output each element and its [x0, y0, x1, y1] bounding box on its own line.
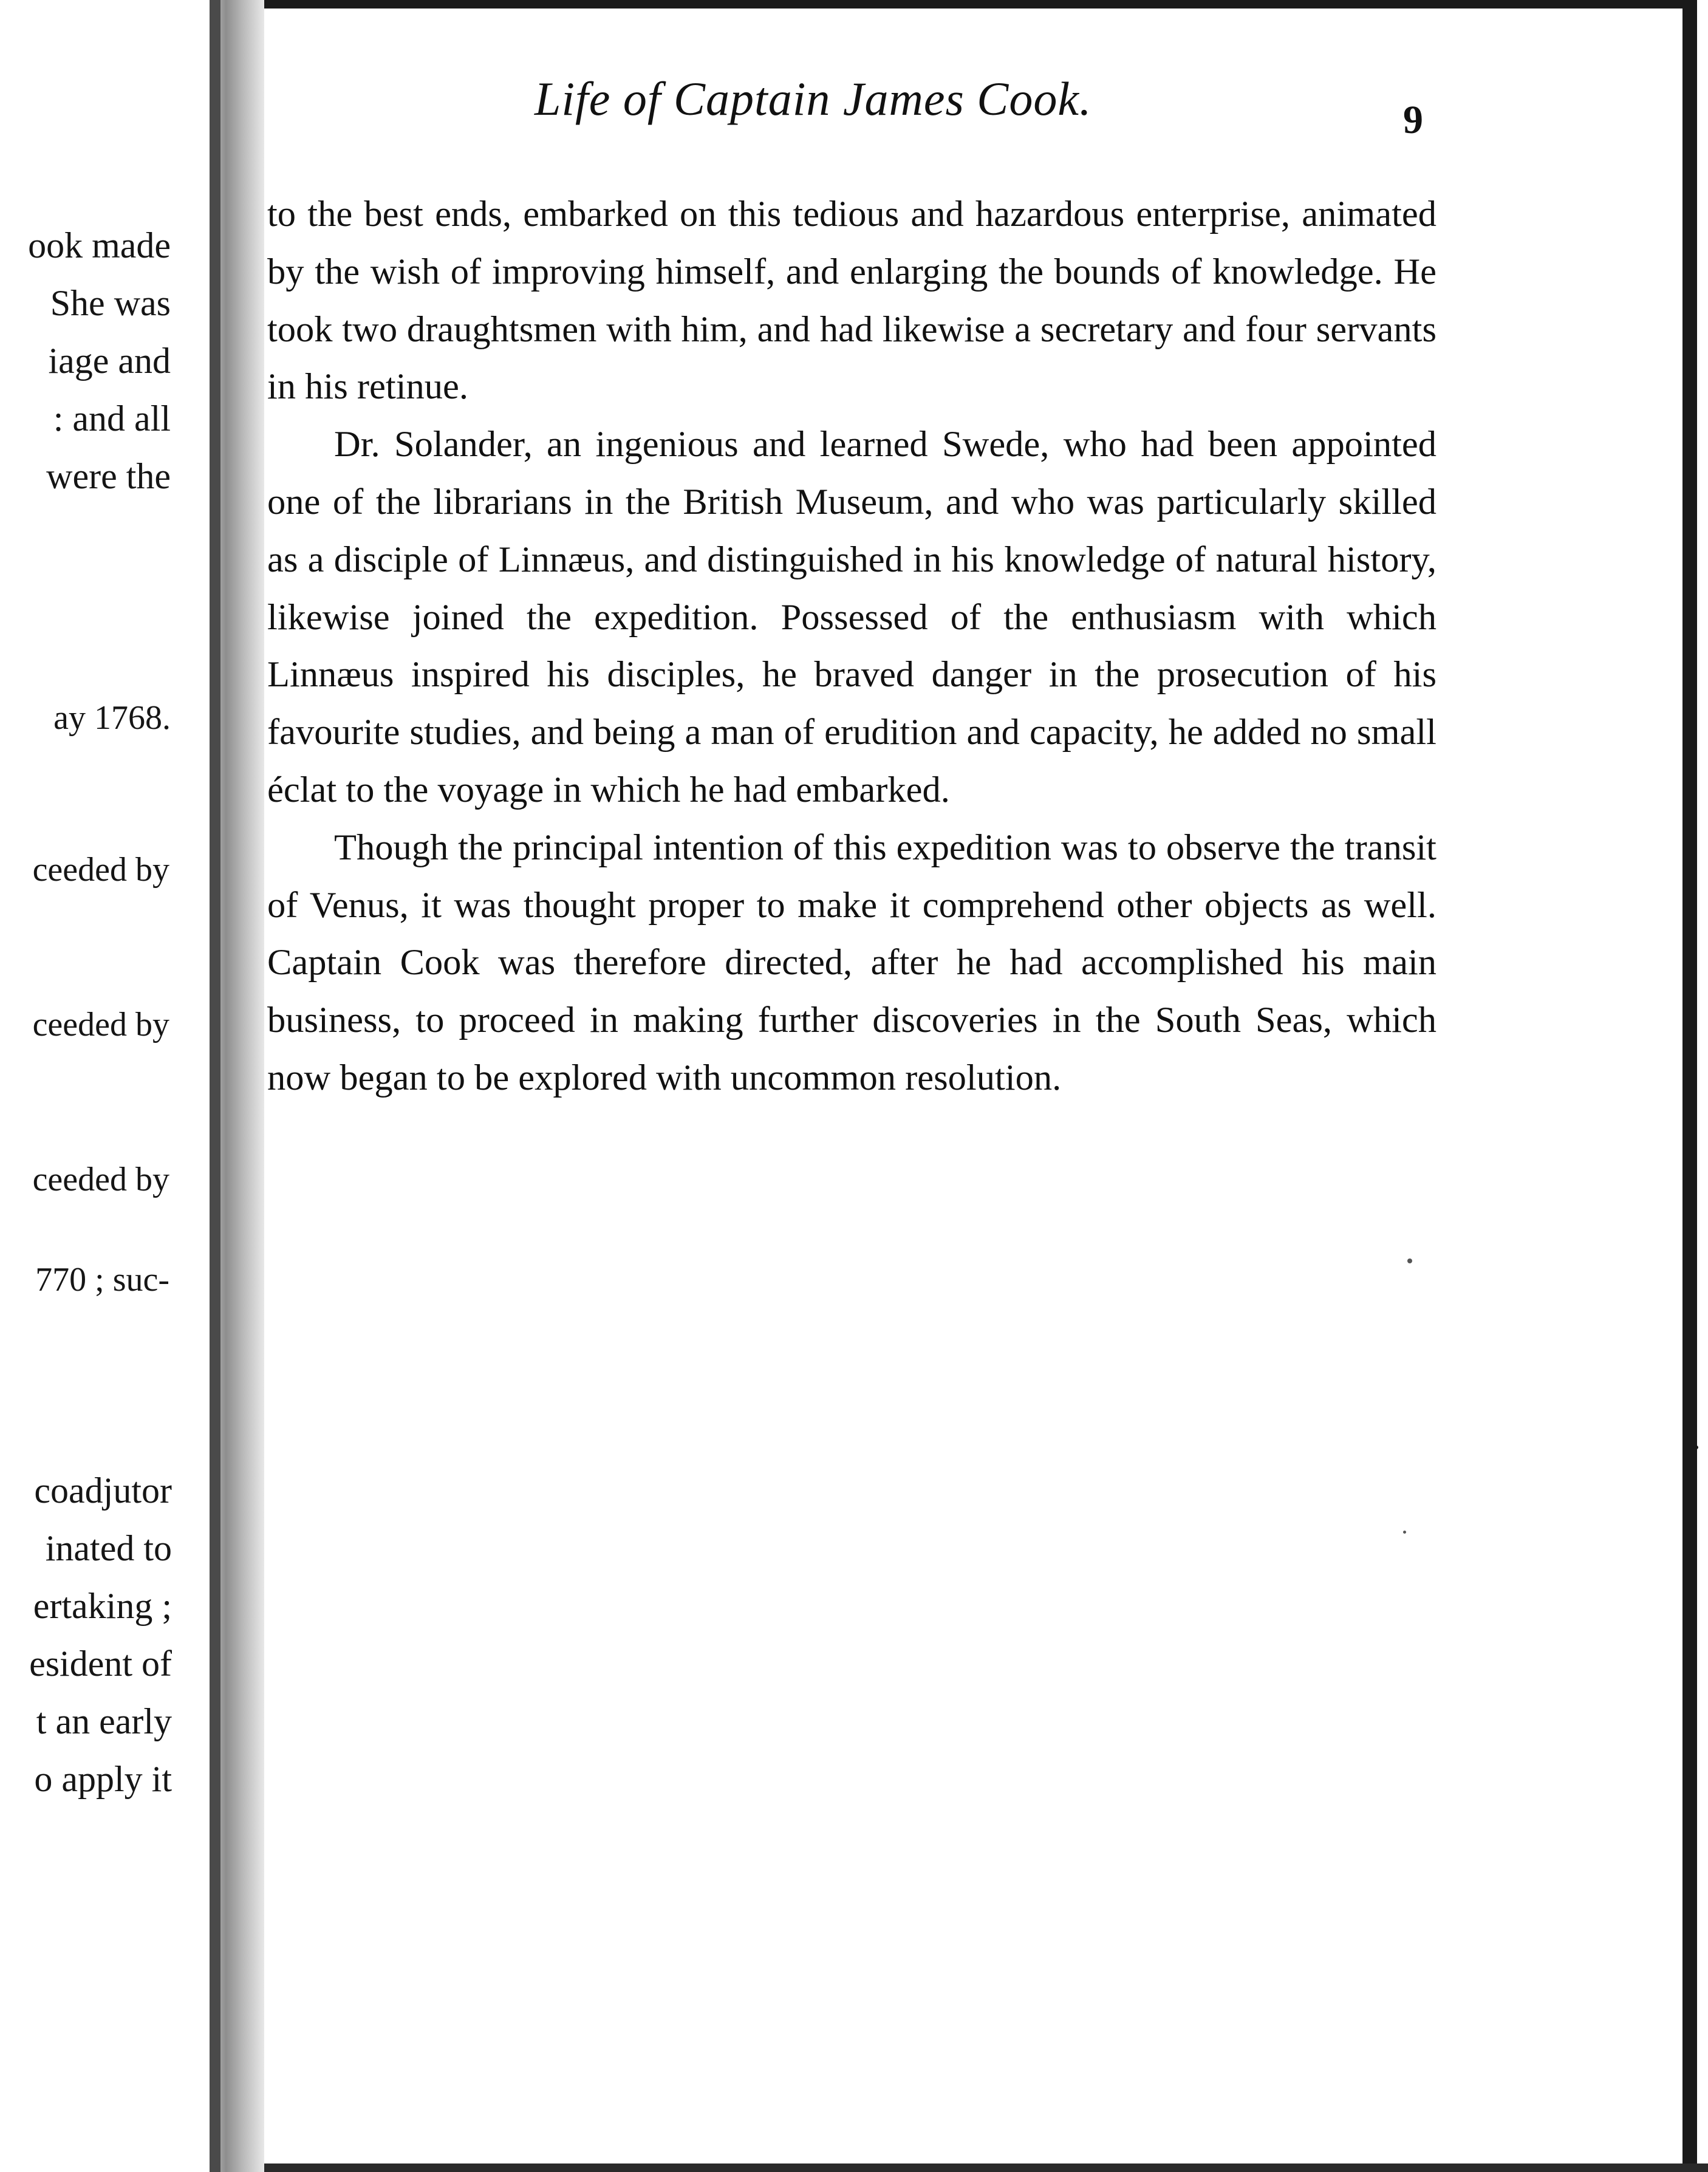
previous-page-fragment: t an early	[36, 1701, 172, 1741]
previous-page-fragment: ay 1768.	[53, 699, 171, 737]
previous-page-fragment: ceeded by	[32, 1161, 169, 1198]
scan-speck	[1403, 1531, 1406, 1534]
previous-page-fragment: o apply it	[34, 1759, 172, 1799]
previous-page-fragment: iage and	[48, 341, 171, 381]
previous-page-fragment: : and all	[53, 398, 171, 439]
scan-speck	[1695, 1446, 1698, 1449]
book-gutter-shadow	[210, 0, 264, 2172]
previous-page-edge	[0, 0, 210, 2172]
scan-speck	[1407, 1258, 1412, 1263]
previous-page-fragment: were the	[46, 456, 171, 496]
previous-page-fragment: ook made	[28, 225, 171, 265]
paragraph: Dr. Solander, an ingenious and learned Swede, who had been appointed one of the librarians in the British Museum, and who was particularly skilled as a disciple of Linnæus, and distinguished in his knowledge of natural history, likewise joined the expedition. Possessed of the enthusiasm with which Linnæus inspired his disciples, he braved danger in the prosecution of his favourite studies, and being a man of erudition and capacity, he added no small éclat to the voyage in which he had embarked.	[267, 424, 1436, 810]
previous-page-fragment: She was	[50, 283, 171, 323]
paragraph: to the best ends, embarked on this tedious and hazardous enterprise, animated by the wish of improving himself, and enlarging the bounds of knowledge. He took two draughtsmen with him, and had likewise a secretary and four servants in his retinue.	[267, 194, 1436, 408]
page-number: 9	[1403, 98, 1423, 142]
previous-page-fragment: ertaking ;	[33, 1586, 172, 1626]
previous-page-fragment: coadjutor	[34, 1470, 172, 1511]
running-title: Life of Captain James Cook.	[535, 72, 1092, 125]
gutter-crease	[210, 0, 220, 2172]
previous-page-fragment: ceeded by	[32, 851, 169, 889]
previous-page-fragment: 770 ; suc-	[35, 1261, 169, 1299]
previous-page-fragment: ceeded by	[32, 1006, 169, 1043]
previous-page-fragment: inated to	[45, 1528, 172, 1568]
scan-border-right	[1682, 0, 1697, 2172]
paragraph: Though the principal intention of this expedition was to observe the transit of Venus, it was thought proper to make it comprehend other objects as well. Captain Cook was therefore directed, after he had accomplished his main business, to proceed in making further discoveries in the South Seas, which now began to be explored with uncommon resolution.	[267, 827, 1436, 1098]
body-text	[267, 186, 1436, 1107]
scan-border-top	[200, 0, 1682, 9]
scan-border-bottom	[200, 2163, 1708, 2172]
previous-page-fragment: esident of	[29, 1644, 172, 1684]
